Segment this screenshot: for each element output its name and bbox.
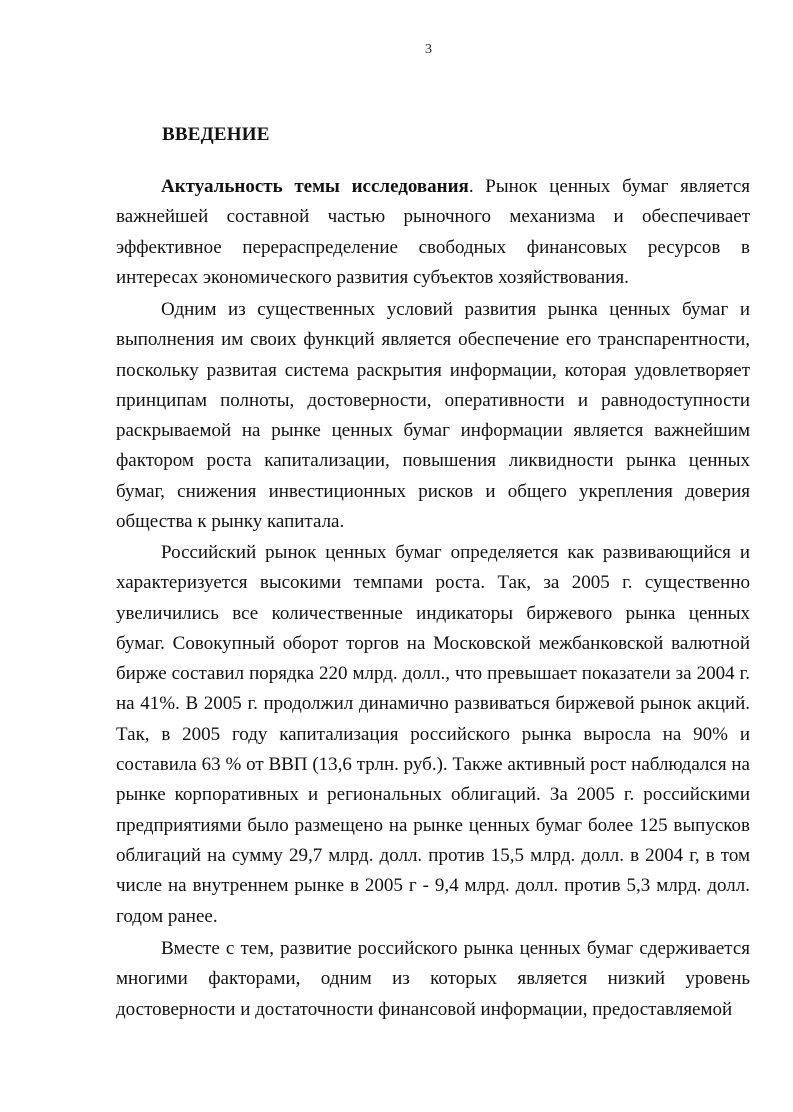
paragraph-market-growth: Российский рынок ценных бумаг определяется как развивающийся и характеризуется высокими темпами роста. Так, за 2005 г. существенно увеличились все количественные индикаторы биржевого рынка ценных бумаг. Совокупный оборот торгов на Московской межбанковской валютной бирже составил порядка 220 млрд. долл., что превышает показатели за 2004 г. на 41%. В 2005 г. продолжил динамично развиваться биржевой рынок акций. Так, в 2005 году капитализация российского рынка выросла на 90% и составила 63 % от ВВП (13,6 трлн. руб.). Также активный рост наблюдался на рынке корпоративных и региональных облигаций. За 2005 г. российскими предприятиями было размещено на рынке ценных бумаг более 125 выпусков облигаций на сумму 29,7 млрд. долл. против 15,5 млрд. долл. в 2004 г, в том числе на внутреннем рынке в 2005 г - 9,4 млрд. долл. против 5,3 млрд. долл. годом ранее. xyxy=(116,542,750,927)
paragraph-text: . Рынок ценных бумаг является важнейшей составной частью рыночного механизма и обеспечивает эффективное перераспределение свободных финансовых ресурсов в интересах экономического развития субъектов хозяйствования. xyxy=(116,176,750,288)
paragraph-lead-bold: Актуальность темы исследования xyxy=(161,176,469,197)
paragraph-constraints: Вместе с тем, развитие российского рынка ценных бумаг сдерживается многими факторами, одним из которых является низкий уровень достоверности и достаточности финансовой информации, предоставляемой xyxy=(116,938,750,1020)
paragraph-relevance xyxy=(116,172,750,293)
section-heading: ВВЕДЕНИЕ xyxy=(162,124,270,145)
page-number: 3 xyxy=(425,42,432,57)
paragraph-transparency: Одним из существенных условий развития рынка ценных бумаг и выполнения им своих функций является обеспечение его транспарентности, поскольку развитая система раскрытия информации, которая удовлетворяет принципам полноты, достоверности, оперативности и равнодоступности раскрываемой на рынке ценных бумаг информации является важнейшим фактором роста капитализации, повышения ликвидности рынка ценных бумаг, снижения инвестиционных рисков и общего укрепления доверия общества к рынку капитала. xyxy=(116,299,750,533)
